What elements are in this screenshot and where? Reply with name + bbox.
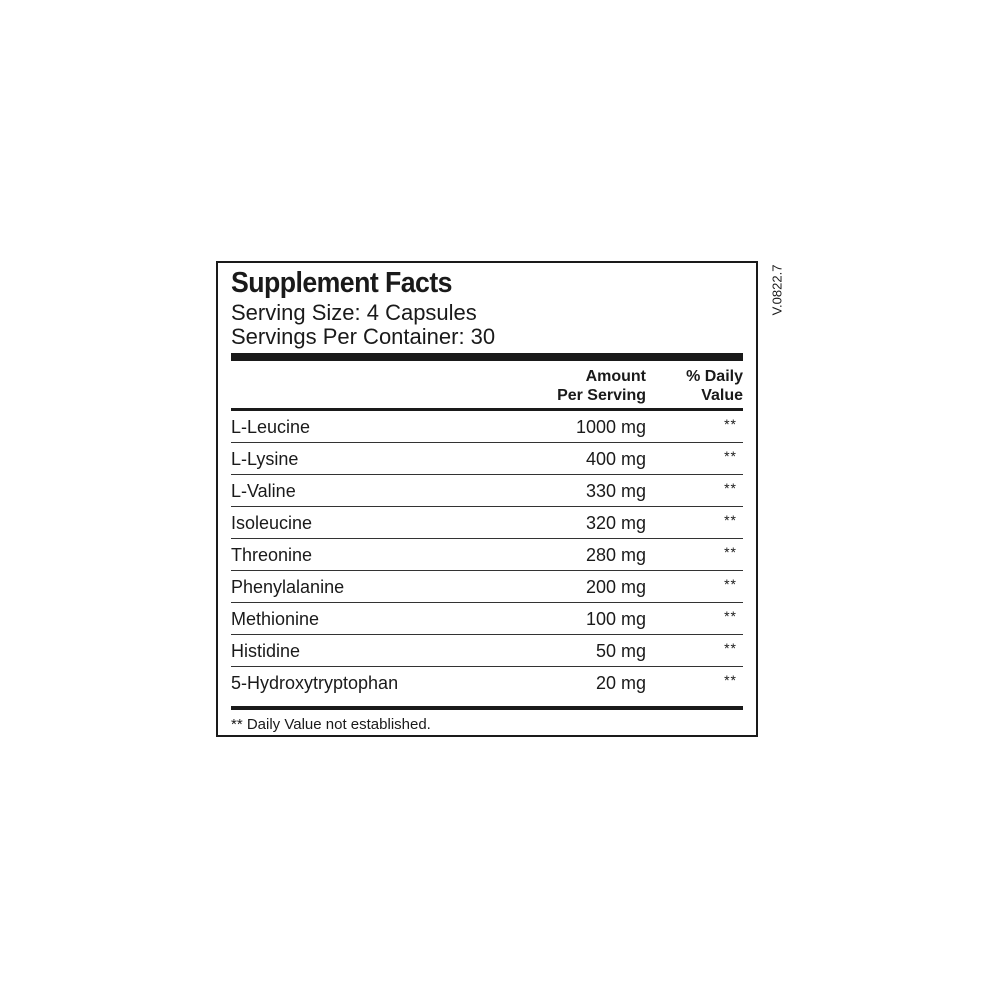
nutrient-name: Histidine [231, 641, 301, 661]
nutrient-daily-value: ** [724, 416, 737, 432]
table-row [231, 571, 743, 603]
footer-divider-bar [231, 706, 743, 710]
table-row [231, 411, 743, 443]
nutrient-daily-value: ** [724, 640, 737, 656]
nutrient-name: Isoleucine [231, 513, 313, 533]
header-divider-bar [231, 353, 743, 361]
nutrient-name: 5-Hydroxytryptophan [231, 673, 399, 693]
serving-size: Serving Size: 4 Capsules [231, 300, 477, 325]
nutrient-amount: 320 mg [585, 513, 646, 533]
table-row [231, 603, 743, 635]
nutrient-amount: 280 mg [585, 545, 646, 565]
amount-per-serving-header [557, 367, 646, 405]
dv-header-line1: % Daily [686, 368, 743, 385]
nutrient-daily-value: ** [724, 480, 737, 496]
nutrient-amount: 330 mg [585, 481, 646, 501]
servings-per-container: Servings Per Container: 30 [231, 324, 496, 349]
table-row [231, 507, 743, 539]
nutrient-amount: 50 mg [595, 641, 646, 661]
nutrient-amount: 1000 mg [575, 417, 646, 437]
table-row [231, 539, 743, 571]
nutrient-name: Methionine [231, 609, 320, 629]
supplement-facts-title: Supplement Facts [231, 267, 452, 299]
nutrient-amount: 200 mg [585, 577, 646, 597]
nutrient-name: Phenylalanine [231, 577, 345, 597]
supplement-facts-panel [216, 261, 758, 737]
amount-header-line2: Per Serving [557, 387, 646, 404]
table-row [231, 635, 743, 667]
nutrient-amount: 100 mg [585, 609, 646, 629]
nutrient-amount: 20 mg [595, 673, 646, 693]
amount-header-line1: Amount [585, 368, 646, 385]
nutrient-name: L-Leucine [231, 417, 311, 437]
version-code: V.0822.7 [769, 264, 785, 316]
nutrient-table [231, 411, 743, 699]
nutrient-daily-value: ** [724, 512, 737, 528]
nutrient-daily-value: ** [724, 672, 737, 688]
dv-header-line2: Value [701, 387, 743, 404]
nutrient-daily-value: ** [724, 544, 737, 560]
nutrient-daily-value: ** [724, 576, 737, 592]
table-row [231, 667, 743, 699]
nutrient-amount: 400 mg [585, 449, 646, 469]
nutrient-daily-value: ** [724, 608, 737, 624]
daily-value-header [686, 367, 743, 405]
nutrient-name: L-Lysine [231, 449, 299, 469]
table-row [231, 443, 743, 475]
nutrient-name: L-Valine [231, 481, 296, 501]
daily-value-footnote: ** Daily Value not established. [231, 716, 431, 733]
table-row [231, 475, 743, 507]
nutrient-daily-value: ** [724, 448, 737, 464]
nutrient-name: Threonine [231, 545, 313, 565]
